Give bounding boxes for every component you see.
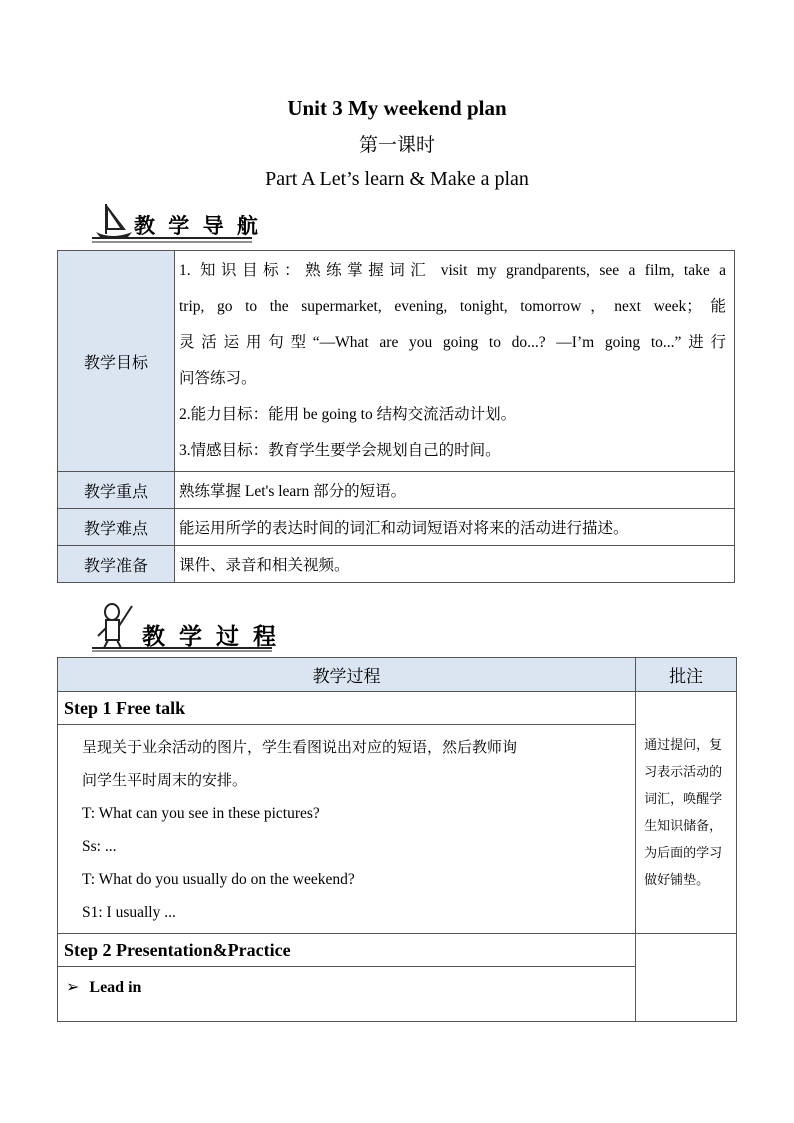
bullet-arrow-icon: ➢	[66, 977, 80, 996]
table-row	[58, 472, 735, 509]
note-line: 通过提问，复	[644, 737, 723, 753]
step2-title: Step 2 Presentation&Practice	[58, 934, 636, 967]
step1-title: Step 1 Free talk	[58, 692, 636, 725]
note-line: 生知识储备，	[644, 818, 723, 834]
note-line: 词汇，唤醒学	[644, 791, 723, 807]
table-row	[58, 692, 737, 725]
list-item: S1: I usually ...	[82, 904, 176, 921]
table-row	[58, 934, 737, 967]
list-item: 2.能力目标：能用 be going to 结构交流活动计划。	[179, 406, 517, 423]
list-item: 灵活运用句型“—What are you going to do...? —I’m going to...”进行	[179, 334, 726, 351]
teaching-guide-label: 教 学 导 航	[134, 214, 261, 238]
lesson-label: 第一课时	[358, 134, 435, 156]
difficulties-label: 教学难点	[58, 509, 175, 546]
table-row	[58, 546, 735, 583]
table-row	[58, 509, 735, 546]
difficulties-content: 能运用所学的表达时间的词汇和动词短语对将来的活动进行描述。	[175, 509, 735, 546]
teaching-process-banner	[92, 600, 282, 652]
note-line: 为后面的学习	[644, 845, 723, 861]
column-header-notes: 批注	[636, 658, 737, 692]
unit-title: Unit 3 My weekend plan	[287, 96, 507, 120]
step1-body	[58, 725, 636, 934]
preparation-label: 教学准备	[58, 546, 175, 583]
preparation-content: 课件、录音和相关视频。	[175, 546, 735, 583]
teaching-process-label: 教 学 过 程	[142, 624, 280, 650]
teaching-guide-table	[57, 250, 735, 583]
column-header-process: 教学过程	[58, 658, 636, 692]
part-title: Part A Let’s learn & Make a plan	[265, 168, 529, 190]
list-item: 1. 知识目标：熟练掌握词汇 visit my grandparents, see a film, take a	[179, 262, 726, 279]
teaching-process-table	[57, 657, 737, 1022]
table-row	[58, 725, 737, 934]
key-points-content: 熟练掌握 Let's learn 部分的短语。	[175, 472, 735, 509]
key-points-label: 教学重点	[58, 472, 175, 509]
list-item: T: What can you see in these pictures?	[82, 805, 320, 822]
table-row	[58, 967, 737, 1022]
list-item: 问学生平时周末的安排。	[82, 771, 248, 789]
list-item: 问答练习。	[179, 370, 257, 387]
lead-in-label: Lead in	[89, 979, 142, 996]
table-row	[58, 658, 737, 692]
note-line: 习表示活动的	[644, 764, 723, 780]
objectives-label: 教学目标	[58, 251, 175, 472]
list-item: T: What do you usually do on the weekend?	[82, 871, 355, 888]
objectives-content	[175, 251, 735, 472]
list-item: 3.情感目标：教育学生要学会规划自己的时间。	[179, 442, 501, 459]
teaching-guide-banner	[92, 200, 262, 246]
lead-in-item	[58, 967, 636, 1022]
step2-note	[636, 934, 737, 1022]
list-item: trip, go to the supermarket, evening, tonight, tomorrow，next week；能	[179, 298, 726, 315]
list-item: Ss: ...	[82, 838, 117, 855]
step1-note	[636, 692, 737, 934]
note-line: 做好铺垫。	[644, 872, 710, 888]
list-item: 呈现关于业余活动的图片，学生看图说出对应的短语，然后教师询	[82, 738, 518, 756]
table-row	[58, 251, 735, 472]
